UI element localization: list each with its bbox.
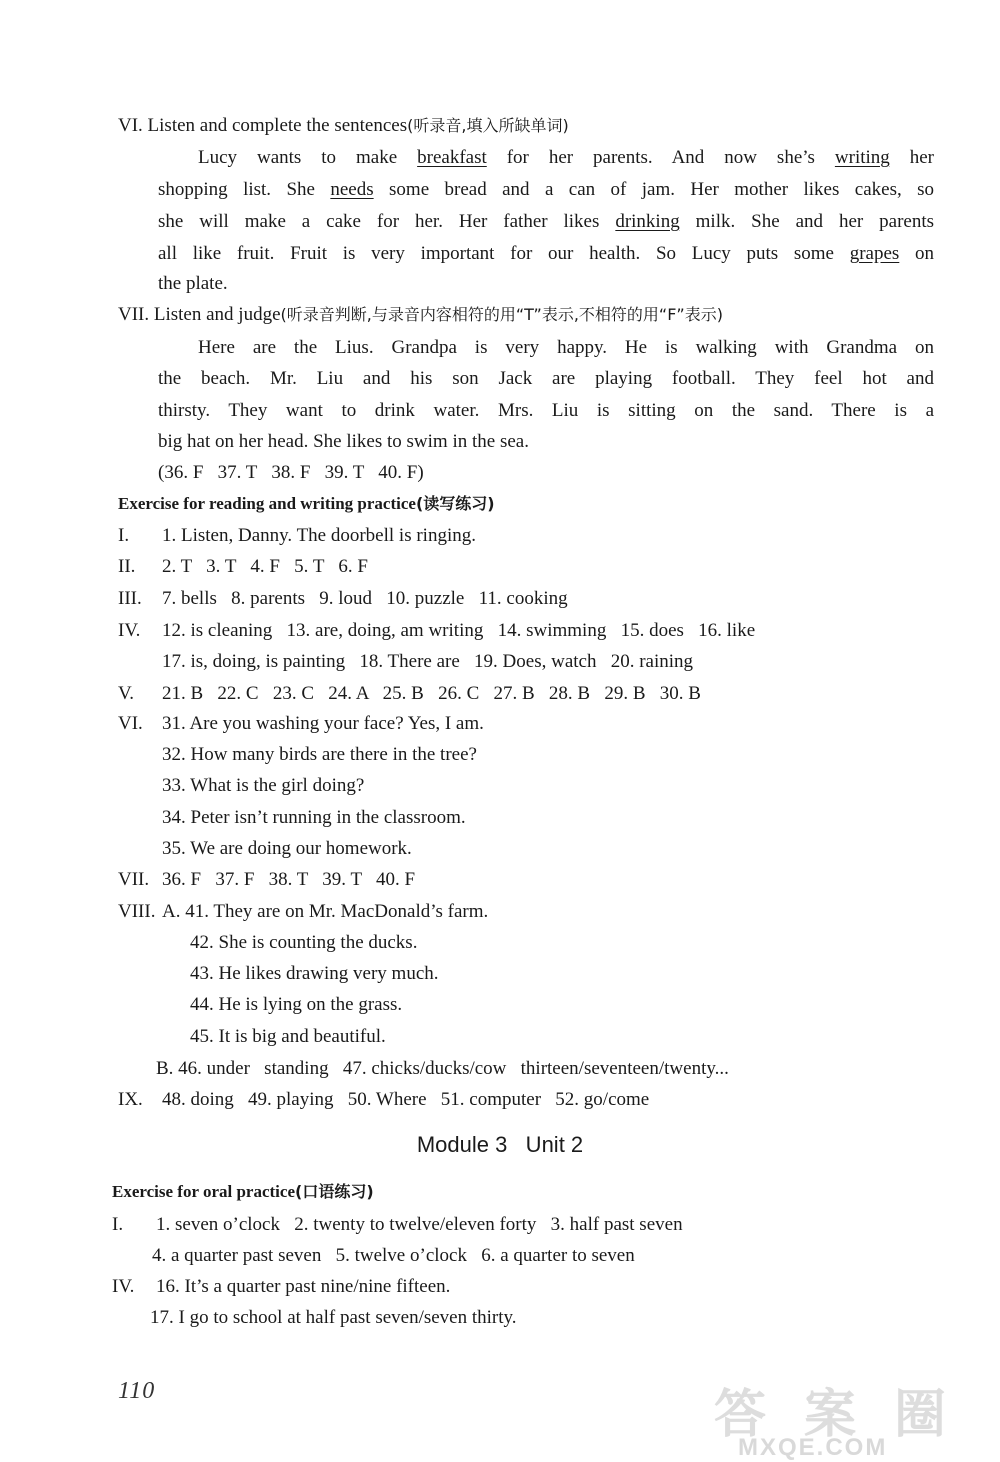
watermark-char: 答 <box>714 1385 767 1445</box>
reading-writing-heading: Exercise for reading and writing practice(读写练习) <box>118 494 495 513</box>
heading-en: VII. Listen and judge <box>118 304 281 325</box>
answer-row: 34. Peter isn’t running in the classroom. <box>162 807 466 828</box>
passage-line: all like fruit. Fruit is very important for our health. So Lucy puts some grapes on <box>158 243 935 264</box>
answer-row: IX. 48. doing 49. playing 50. Where 51. computer 52. go/come <box>118 1089 650 1110</box>
answer-row: IV. 16. It’s a quarter past nine/nine fifteen. <box>112 1276 451 1297</box>
answer-row: II. 2. T 3. T 4. F 5. T 6. F <box>118 556 368 577</box>
heading-cn: (听录音,填入所缺单词) <box>407 116 569 135</box>
answer-row: 45. It is big and beautiful. <box>190 1026 386 1047</box>
passage-line: Here are the Lius. Grandpa is very happy. He is walking with Grandma on <box>198 337 934 358</box>
answer-row: VIII. A. 41. They are on Mr. MacDonald’s farm. <box>118 901 489 922</box>
answer-row: 32. How many birds are there in the tree? <box>162 744 477 765</box>
answer-word: breakfast <box>417 147 487 168</box>
heading-en: VI. Listen and complete the sentences <box>118 115 408 136</box>
passage-line: Lucy wants to make breakfast for her parents. And now she’s writing her <box>198 147 934 168</box>
passage-line: thirsty. They want to drink water. Mrs. Liu is sitting on the sand. There is a <box>158 400 934 421</box>
answer-row: I. 1. seven o’clock 2. twenty to twelve/eleven forty 3. half past seven <box>112 1214 683 1235</box>
oral-practice-heading: Exercise for oral practice(口语练习) <box>112 1182 374 1201</box>
answer-word: grapes <box>849 243 900 264</box>
answer-row: 4. a quarter past seven 5. twelve o’clock 6. a quarter to seven <box>152 1245 635 1266</box>
answer-word: drinking <box>615 211 680 232</box>
answer-row: I. 1. Listen, Danny. The doorbell is ringing. <box>118 525 476 546</box>
passage-line: the plate. <box>158 273 228 294</box>
answer-word: writing <box>834 147 890 168</box>
answer-row: B. 46. under standing 47. chicks/ducks/cow thirteen/seventeen/twenty... <box>156 1058 729 1079</box>
watermark-char: 案 <box>804 1385 857 1445</box>
answer-row: VII. 36. F 37. F 38. T 39. T 40. F <box>118 869 416 890</box>
answer-row: 17. is, doing, is painting 18. There are 19. Does, watch 20. raining <box>162 651 694 672</box>
section-vii-heading <box>118 303 723 327</box>
watermark-logo <box>700 1372 996 1462</box>
answer-row: VI. 31. Are you washing your face? Yes, I am. <box>118 713 484 734</box>
answer-row: 43. He likes drawing very much. <box>190 963 439 984</box>
passage-line: she will make a cake for her. Her father likes drinking milk. She and her parents <box>158 211 935 232</box>
answer-row: 33. What is the girl doing? <box>162 775 365 796</box>
passage-line: big hat on her head. She likes to swim in the sea. <box>158 431 529 452</box>
watermark-url: MXQE.COM <box>738 1434 888 1461</box>
answer-row: 17. I go to school at half past seven/seven thirty. <box>150 1307 517 1328</box>
passage-line: shopping list. She needs some bread and a can of jam. Her mother likes cakes, so <box>158 179 935 200</box>
answer-word: needs <box>330 179 374 200</box>
page-number: 110 <box>118 1378 156 1404</box>
module-title: Module 3 Unit 2 <box>416 1132 584 1157</box>
answer-row: IV. 12. is cleaning 13. are, doing, am writing 14. swimming 15. does 16. like <box>118 620 756 641</box>
answer-row: 44. He is lying on the grass. <box>190 994 403 1015</box>
heading-cn: (听录音判断,与录音内容相符的用“T”表示,不相符的用“F”表示) <box>280 305 723 324</box>
answer-key-line: (36. F 37. T 38. F 39. T 40. F) <box>158 462 424 483</box>
watermark-char: 圈 <box>894 1385 947 1445</box>
answer-row: III. 7. bells 8. parents 9. loud 10. puzzle 11. cooking <box>118 588 568 609</box>
answer-row: 42. She is counting the ducks. <box>190 932 418 953</box>
passage-line: the beach. Mr. Liu and his son Jack are playing football. They feel hot and <box>158 368 934 389</box>
answer-row: 35. We are doing our homework. <box>162 838 412 859</box>
answer-row: V. 21. B 22. C 23. C 24. A 25. B 26. C 27. B 28. B 29. B 30. B <box>118 683 701 704</box>
section-vi-heading <box>118 114 569 138</box>
